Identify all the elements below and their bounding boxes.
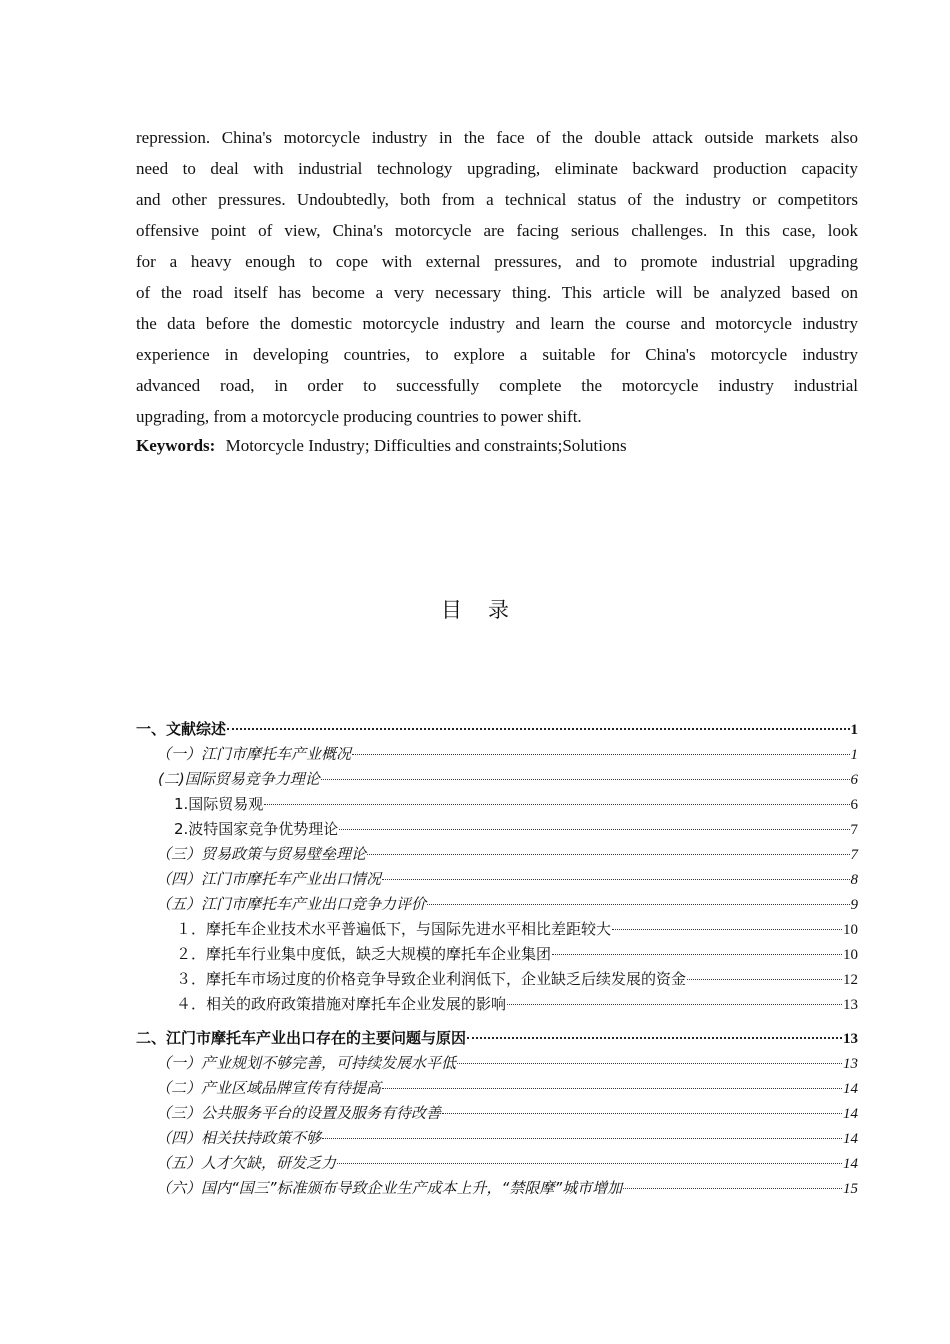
toc-entry[interactable]: [136, 742, 858, 767]
toc-page-number: 14: [843, 1106, 858, 1122]
toc-page-number: 1: [850, 747, 858, 763]
toc-leader-dots: [467, 1037, 842, 1039]
toc-entry[interactable]: [136, 917, 858, 942]
table-of-contents: [136, 717, 858, 1201]
toc-page-number: 14: [843, 1081, 858, 1097]
abstract-section: [136, 124, 858, 465]
toc-title: 目录: [441, 598, 535, 622]
toc-entry[interactable]: [136, 817, 858, 842]
toc-entry[interactable]: [136, 967, 858, 992]
toc-leader-dots: [382, 1088, 842, 1089]
keywords-line: [136, 434, 858, 465]
toc-leader-dots: [612, 929, 842, 930]
toc-entry-title: ４．相关的政府政策措施对摩托车企业发展的影响: [176, 995, 507, 1013]
toc-entry[interactable]: [136, 1126, 858, 1151]
toc-page-number: 7: [850, 847, 858, 863]
toc-leader-dots: [322, 1138, 842, 1139]
toc-entry-title: １．摩托车企业技术水平普遍低下，与国际先进水平相比差距较大: [176, 920, 612, 938]
toc-leader-dots: [321, 779, 850, 780]
toc-entry[interactable]: [136, 842, 858, 867]
keywords-text: Motorcycle Industry; Difficulties and constraints;Solutions: [225, 436, 627, 455]
abstract-line: upgrading, from a motorcycle producing countries to power shift.: [136, 407, 582, 426]
toc-page-number: 15: [843, 1181, 858, 1197]
toc-entry-title: （一）产业规划不够完善，可持续发展水平低: [156, 1054, 457, 1072]
abstract-body: [136, 124, 858, 434]
toc-page-number: 6: [850, 797, 858, 813]
toc-entry-title: （一）江门市摩托车产业概况: [156, 745, 352, 763]
toc-page-number: 12: [843, 972, 858, 988]
toc-entry-title: （五）人才欠缺，研发乏力: [156, 1154, 337, 1172]
toc-page-number: 14: [843, 1156, 858, 1172]
abstract-line: offensive point of view, China's motorcycle are facing serious challenges. In this case, look: [136, 221, 858, 240]
toc-entry[interactable]: [136, 892, 858, 917]
toc-leader-dots: [457, 1063, 842, 1064]
toc-page-number: 13: [843, 1031, 858, 1047]
toc-entry[interactable]: [136, 717, 858, 742]
toc-entry[interactable]: [136, 1101, 858, 1126]
toc-leader-dots: [552, 954, 842, 955]
toc-page-number: 13: [843, 997, 858, 1013]
toc-leader-dots: [507, 1004, 842, 1005]
abstract-line: repression. China's motorcycle industry in the face of the double attack outside markets also: [136, 128, 858, 147]
toc-entry[interactable]: [136, 992, 858, 1017]
toc-leader-dots: [442, 1113, 842, 1114]
toc-entry[interactable]: [136, 867, 858, 892]
toc-entry-title: （六）国内“国三”标准颁布导致企业生产成本上升，“禁限摩”城市增加: [156, 1179, 623, 1197]
keywords-label: Keywords:: [136, 436, 216, 455]
toc-entry-title: 1.国际贸易观: [174, 795, 264, 813]
toc-entry-title: （五）江门市摩托车产业出口竞争力评价: [156, 895, 427, 913]
toc-leader-dots: [427, 904, 849, 905]
toc-entry[interactable]: [136, 767, 858, 792]
toc-leader-dots: [264, 804, 849, 805]
toc-entry[interactable]: [136, 792, 858, 817]
toc-page-number: 1: [850, 722, 858, 738]
toc-page-number: 10: [843, 922, 858, 938]
toc-entry[interactable]: [136, 1051, 858, 1076]
toc-page-number: 7: [850, 822, 858, 838]
toc-entry[interactable]: [136, 942, 858, 967]
toc-leader-dots: [687, 979, 842, 980]
toc-entry-title: ２．摩托车行业集中度低，缺乏大规模的摩托车企业集团: [176, 945, 552, 963]
toc-entry[interactable]: [136, 1151, 858, 1176]
toc-leader-dots: [339, 829, 849, 830]
toc-entry-title: （二）产业区域品牌宣传有待提高: [156, 1079, 382, 1097]
toc-leader-dots: [337, 1163, 842, 1164]
toc-entry[interactable]: [136, 1026, 858, 1051]
abstract-line: experience in developing countries, to explore a suitable for China's motorcycle industry: [136, 345, 858, 364]
abstract-line: the data before the domestic motorcycle industry and learn the course and motorcycle industry: [136, 314, 858, 333]
toc-entry[interactable]: [136, 1076, 858, 1101]
toc-leader-dots: [382, 879, 849, 880]
toc-leader-dots: [623, 1188, 842, 1189]
toc-page-number: 8: [850, 872, 858, 888]
toc-page-number: 14: [843, 1131, 858, 1147]
toc-entry-title: （四）相关扶持政策不够: [156, 1129, 322, 1147]
abstract-line: and other pressures. Undoubtedly, both from a technical status of the industry or competitors: [136, 190, 858, 209]
toc-entry-title: (二)国际贸易竞争力理论: [158, 770, 320, 788]
toc-leader-dots: [227, 728, 849, 730]
toc-page-number: 10: [843, 947, 858, 963]
toc-leader-dots: [352, 754, 849, 755]
abstract-line: advanced road, in order to successfully complete the motorcycle industry industrial: [136, 376, 858, 395]
toc-entry-title: （三）贸易政策与贸易壁垒理论: [156, 845, 367, 863]
abstract-line: of the road itself has become a very necessary thing. This article will be analyzed based on: [136, 283, 858, 302]
abstract-line: need to deal with industrial technology upgrading, eliminate backward production capacity: [136, 159, 858, 178]
toc-entry-title: 2.波特国家竞争优势理论: [174, 820, 339, 838]
toc-page-number: 9: [850, 897, 858, 913]
toc-entry[interactable]: [136, 1176, 858, 1201]
toc-entry-title: （三）公共服务平台的设置及服务有待改善: [156, 1104, 442, 1122]
toc-entry-title: ３．摩托车市场过度的价格竞争导致企业利润低下，企业缺乏后续发展的资金: [176, 970, 687, 988]
toc-page-number: 6: [850, 772, 858, 788]
toc-page-number: 13: [843, 1056, 858, 1072]
toc-entry-title: （四）江门市摩托车产业出口情况: [156, 870, 382, 888]
toc-entry-title: 二、江门市摩托车产业出口存在的主要问题与原因: [136, 1029, 467, 1047]
toc-entry-title: 一、文献综述: [136, 720, 227, 738]
abstract-line: for a heavy enough to cope with external pressures, and to promote industrial upgrading: [136, 252, 858, 271]
toc-leader-dots: [367, 854, 849, 855]
